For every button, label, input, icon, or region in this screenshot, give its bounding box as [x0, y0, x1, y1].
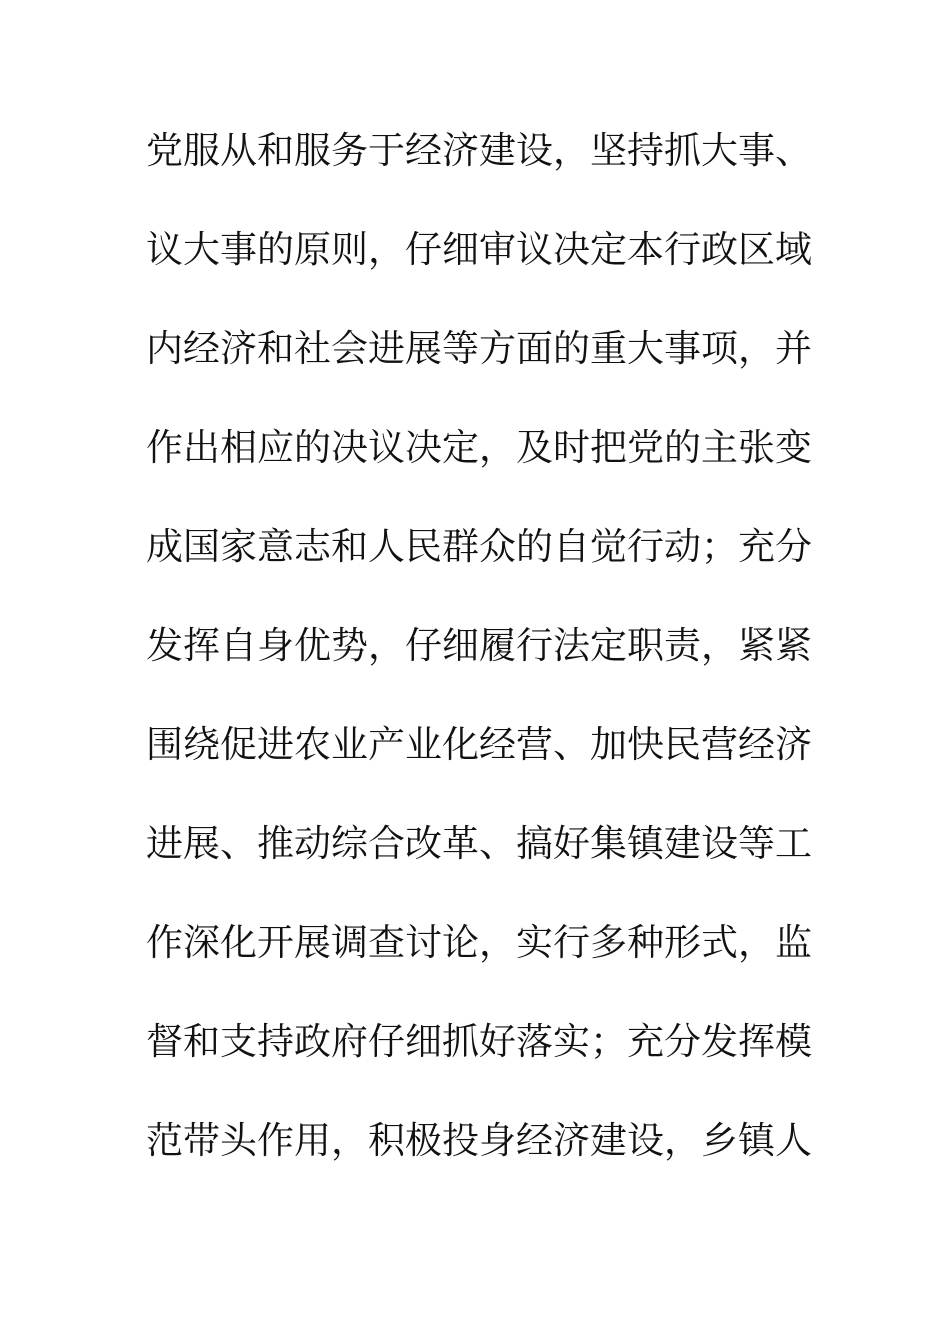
text-line: 督和支持政府仔细抓好落实；充分发挥模 — [146, 1020, 812, 1063]
body-text — [146, 118, 816, 1207]
text-line: 成国家意志和人民群众的自觉行动；充分 — [146, 525, 812, 568]
text-line: 范带头作用，积极投身经济建设，乡镇人 — [146, 1119, 812, 1162]
text-line: 作深化开展调查讨论，实行多种形式，监 — [146, 921, 812, 964]
text-line: 发挥自身优势，仔细履行法定职责，紧紧 — [146, 624, 812, 667]
text-line: 围绕促进农业产业化经营、加快民营经济 — [146, 723, 812, 766]
text-line: 内经济和社会进展等方面的重大事项，并 — [146, 327, 812, 370]
text-line: 进展、推动综合改革、搞好集镇建设等工 — [146, 822, 812, 865]
text-line: 党服从和服务于经济建设，坚持抓大事、 — [146, 129, 812, 172]
text-line: 作出相应的决议决定，及时把党的主张变 — [146, 426, 812, 469]
text-line: 议大事的原则，仔细审议决定本行政区域 — [146, 228, 812, 271]
